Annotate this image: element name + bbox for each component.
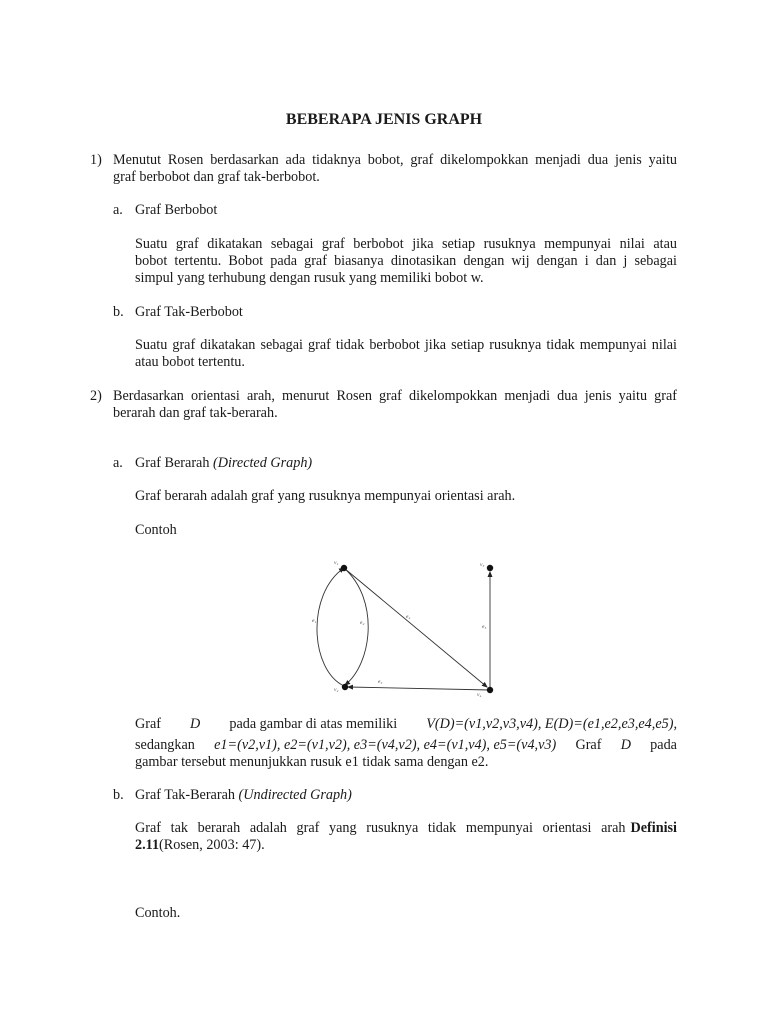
subsection-2a-after-line-3: gambar tersebut menunjukkan rusuk e1 tidak sama dengan e2. (135, 754, 489, 770)
node-v2 (342, 684, 348, 690)
after-2-lead: sedangkan (135, 737, 195, 753)
subsection-2b-line-2 (135, 837, 265, 854)
subsection-1a-marker: a. (113, 202, 123, 218)
directed-graph-figure (300, 552, 505, 702)
subsection-1b-line-1: Suatu graf dikatakan sebagai graf tidak berbobot jika setiap rusuknya tidak mempunyai nilai (135, 337, 677, 353)
after-1-mid: pada gambar di atas memiliki (229, 716, 398, 732)
subsection-2a-example-label: Contoh (135, 522, 177, 538)
subsection-2b-line-1-text: Graf tak berarah adalah graf yang rusuknya tidak mempunyai orientasi arah (135, 820, 626, 836)
section-1-number: 1) (90, 152, 102, 168)
subsection-2b-citation: (Rosen, 2003: 47). (159, 837, 265, 853)
section-2-line-1: Berdasarkan orientasi arah, menurut Rosen graf dikelompokkan menjadi dua jenis yaitu graf (113, 388, 677, 404)
edge-e1 (317, 568, 344, 686)
edge-label-e2: e₂ (360, 620, 365, 626)
edge-label-e1: e₁ (312, 618, 317, 624)
after-2-edges: e1=(v2,v1), e2=(v1,v2), e3=(v4,v2), e4=(v1,v4), e5=(v4,v3) (214, 737, 557, 753)
subsection-1b-marker: b. (113, 304, 124, 320)
after-2-graf: Graf (575, 737, 602, 753)
node-label-v1: v₁ (334, 560, 339, 566)
subsection-1a-line-1: Suatu graf dikatakan sebagai graf berbobot jika setiap rusuknya mempunyai nilai atau (135, 236, 677, 252)
node-v1 (341, 565, 347, 571)
subsection-1a-line-3: simpul yang terhubung dengan rusuk yang memiliki bobot w. (135, 270, 484, 286)
after-2-graph-d: D (620, 737, 631, 753)
subsection-1a-line-2: bobot tertentu. Bobot pada graf biasanya dinotasikan dengan wij dengan i dan j sebagai (135, 253, 677, 269)
subsection-2a-description: Graf berarah adalah graf yang rusuknya mempunyai orientasi arah. (135, 488, 516, 504)
section-2-line-2: berarah dan graf tak-berarah. (113, 405, 278, 421)
subsection-2b-definition-word: Definisi (630, 820, 677, 836)
section-2-number: 2) (90, 388, 102, 404)
edge-e3 (348, 687, 490, 690)
node-v4 (487, 687, 493, 693)
section-1-line-2: graf berbobot dan graf tak-berbobot. (113, 169, 320, 185)
edge-label-e3: e₃ (378, 679, 383, 685)
page-title: BEBERAPA JENIS GRAPH (285, 111, 483, 128)
after-2-tail: pada (650, 737, 677, 753)
subsection-2a-marker: a. (113, 455, 123, 471)
subsection-2a-heading (135, 455, 312, 472)
subsection-2b-heading-english: (Undirected Graph) (238, 787, 352, 803)
edge-e4 (344, 568, 487, 687)
node-label-v2: v₂ (334, 687, 339, 693)
subsection-1a-heading: Graf Berbobot (135, 202, 218, 218)
subsection-2b-definition-number: 2.11 (135, 837, 160, 853)
subsection-1b-heading: Graf Tak-Berbobot (135, 304, 243, 320)
subsection-1b-line-2: atau bobot tertentu. (135, 354, 245, 370)
subsection-2a-heading-text: Graf Berarah (135, 455, 210, 471)
subsection-2b-heading (135, 787, 352, 804)
after-1-graph-d: D (190, 716, 201, 732)
subsection-2b-marker: b. (113, 787, 124, 803)
subsection-2a-after-line-1 (135, 716, 677, 733)
subsection-2a-heading-english: (Directed Graph) (212, 455, 313, 471)
node-label-v3: v₃ (480, 562, 485, 568)
subsection-2a-after-line-2 (135, 737, 677, 754)
edge-label-e5: e₅ (482, 624, 487, 630)
node-v3 (487, 565, 493, 571)
after-1-lead: Graf (135, 716, 161, 732)
node-label-v4: v₄ (477, 692, 482, 698)
subsection-2b-heading-text: Graf Tak-Berarah (135, 787, 235, 803)
section-1-line-1: Menutut Rosen berdasarkan ada tidaknya bobot, graf dikelompokkan menjadi dua jenis yaitu (113, 152, 677, 168)
edge-label-e4: e₄ (406, 614, 411, 620)
after-1-sets: V(D)=(v1,v2,v3,v4), E(D)=(e1,e2,e3,e4,e5), (426, 716, 677, 732)
subsection-2b-line-1 (135, 820, 677, 837)
subsection-2b-example-label: Contoh. (135, 905, 181, 921)
